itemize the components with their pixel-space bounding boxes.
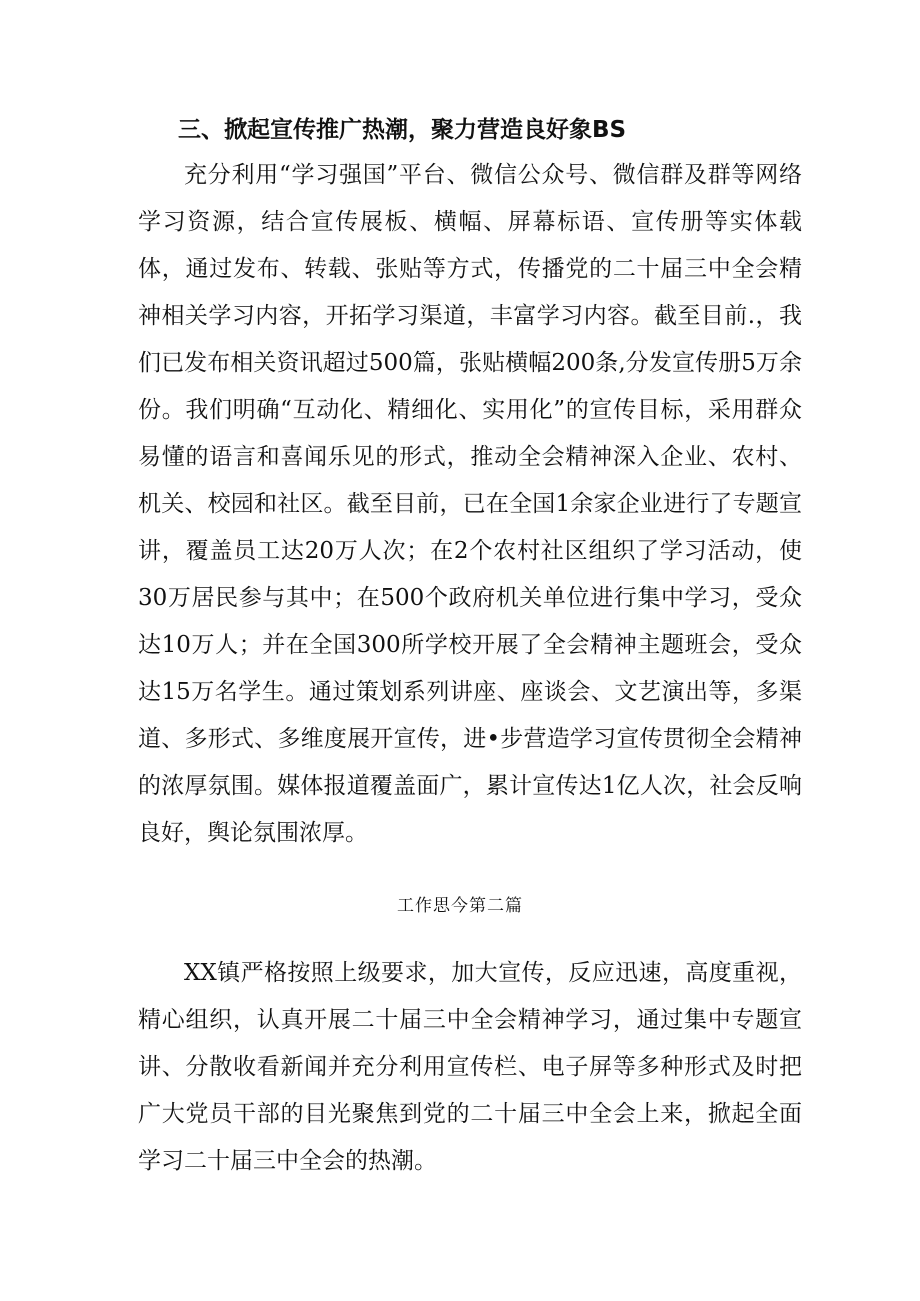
section-heading: 三、掀起宣传推广热潮，聚力营造良好象BS: [178, 117, 627, 143]
body-paragraph-2: XX镇严格按照上级要求，加大宣传，反应迅速，高度重视，精心组织，认真开展二十届三中全会精神学习，通过集中专题宣讲、分散收看新闻并充分利用宣传栏、电子屏等多种形式及时把广大党员干部的目光聚焦到党的二十届三中全会上来，掀起全面学习二十届三中全会的热潮。: [138, 960, 802, 1174]
body-paragraph-1: 充分利用“学习强国”平台、微信公众号、微信群及群等网络学习资源，结合宣传展板、横幅、屏幕标语、宣传册等实体载体，通过发布、转载、张贴等方式，传播党的二十届三中全会精神相关学习内容，开拓学习渠道，丰富学习内容。截至目前.，我们已发布相关资讯超过500篇，张贴横幅200条,分发宣传册5万余份。我们明确“互动化、精细化、实用化”的宣传目标，采用群众易懂的语言和喜闻乐见的形式，推动全会精神深入企业、农村、机关、校园和社区。截至目前，已在全国1余家企业进行了专题宣讲，覆盖员工达20万人次；在2个农村社区组织了学习活动，使30万居民参与其中；在500个政府机关单位进行集中学习，受众达10万人；并在全国300所学校开展了全会精神主题班会，受众达15万名学生。通过策划系列讲座、座谈会、文艺演出等，多渠道、多形式、多维度展开宣传，进•步营造学习宣传贯彻全会精神的浓厚氛围。媒体报道覆盖面广，累计宣传达1亿人次，社会反响良好，舆论氛围浓厚。: [138, 162, 802, 846]
section-subtitle: 工作思今第二篇: [397, 896, 523, 916]
